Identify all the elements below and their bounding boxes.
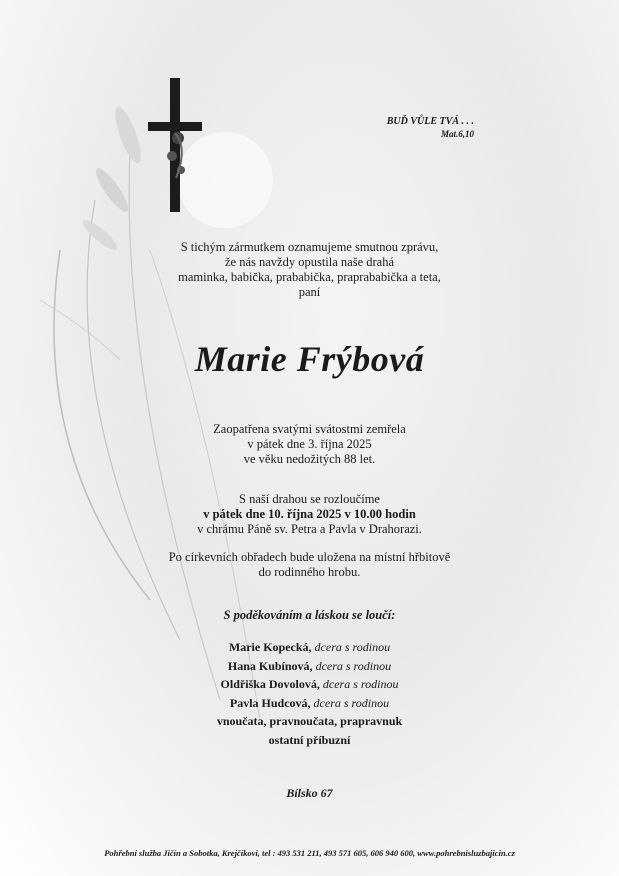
death-notice-line: ve věku nedožitých 88 let. <box>243 452 376 466</box>
farewell-info <box>0 492 619 537</box>
burial-line: do rodinného hrobu. <box>258 565 361 579</box>
burial-info <box>0 550 619 580</box>
intro-text <box>0 240 619 300</box>
intro-line: S tichým zármutkem oznamujeme smutnou zprávu, <box>180 240 439 254</box>
farewell-date: v pátek dne 10. října 2025 v 10.00 hodin <box>203 507 416 521</box>
intro-line: že nás navždy opustila naše drahá <box>224 255 395 269</box>
cross-icon <box>148 78 202 212</box>
mourner-name: Pavla Hudcová, <box>229 695 311 710</box>
burial-line: Po církevních obřadech bude uložena na místní hřbitově <box>168 550 451 564</box>
mourners-list <box>0 638 619 749</box>
deceased-name: Marie Frýbová <box>194 339 425 379</box>
address: Bílsko 67 <box>286 786 333 800</box>
death-notice-line: Zaopatřena svatými svátostmi zemřela <box>213 422 406 436</box>
death-notice <box>0 422 619 467</box>
motto <box>387 115 474 141</box>
intro-line: maminka, babička, prababička, praprababička a teta, <box>178 270 441 284</box>
mourner-relation: dcera s rodinou <box>322 677 399 691</box>
mourner-name: Marie Kopecká, <box>228 640 312 654</box>
mourner-name: Hana Kubínová, <box>227 658 313 673</box>
mourner-row <box>0 694 619 713</box>
motto-line: BUĎ VŮLE TVÁ . . . <box>386 116 474 127</box>
mourner-relation: dcera s rodinou <box>314 640 391 654</box>
mourners-extra: ostatní příbuzní <box>268 732 351 747</box>
mourner-row <box>0 638 619 657</box>
mourner-row <box>0 657 619 676</box>
death-notice-line: v pátek dne 3. října 2025 <box>247 437 372 451</box>
intro-line: paní <box>298 285 321 299</box>
motto-reference: Mat.6,10 <box>440 129 474 139</box>
farewell-place: v chrámu Páně sv. Petra a Pavla v Drahorazi. <box>197 522 422 536</box>
farewell-line: S naší drahou se rozloučíme <box>239 492 380 506</box>
funeral-service-footer: Pohřební služba Jičín a Sobotka, Krejčíkovi, tel : 493 531 211, 493 571 605, 606 940 600, www.pohrebnisluzbajicin.cz <box>104 848 515 858</box>
mourners-extra: vnoučata, pravnoučata, prapravnuk <box>216 714 403 728</box>
mourner-name: Oldřiška Dovolová, <box>220 677 320 691</box>
thanks-heading: S poděkováním a láskou se loučí: <box>223 608 396 622</box>
mourner-relation: dcera s rodinou <box>315 658 392 673</box>
mourner-row <box>0 675 619 694</box>
mourner-relation: dcera s rodinou <box>313 695 390 710</box>
